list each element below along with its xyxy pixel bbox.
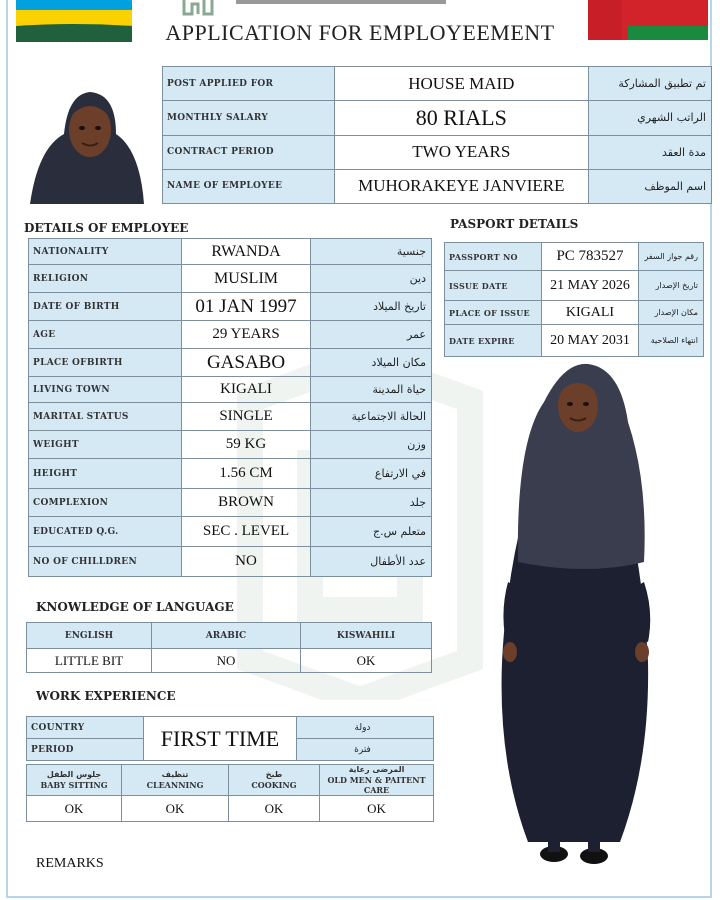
issue-date-label: ISSUE DATE: [445, 271, 542, 301]
detail-label: EDUCATED Q.G.: [29, 517, 182, 547]
skill-label: CLEANNING: [146, 780, 204, 790]
detail-arabic: جنسية: [311, 239, 432, 265]
arabic-header: ARABIC: [152, 623, 301, 649]
passport-no-arabic: رقم جواز السفر: [639, 243, 704, 271]
place-of-issue-value: KIGALI: [542, 301, 639, 325]
detail-label: HEIGHT: [29, 459, 182, 489]
detail-value: BROWN: [182, 489, 311, 517]
arabic-value: NO: [152, 649, 301, 673]
detail-arabic: دين: [311, 265, 432, 293]
detail-value: 29 YEARS: [182, 321, 311, 349]
monthly-salary-arabic: الراتب الشهري: [588, 101, 711, 135]
detail-value: 01 JAN 1997: [182, 293, 311, 321]
skill-arabic: طبخ: [265, 770, 283, 779]
skill-label: BABY SITTING: [40, 780, 108, 790]
detail-label: NO OF CHILLDREN: [29, 547, 182, 577]
skill-cooking-header: [229, 765, 320, 796]
detail-label: WEIGHT: [29, 431, 182, 459]
work-experience-table: [26, 716, 434, 761]
country-label: COUNTRY: [27, 717, 144, 739]
employee-name-label: NAME OF EMPLOYEE: [163, 169, 335, 203]
detail-label: RELIGION: [29, 265, 182, 293]
kiswahili-header: KISWAHILI: [301, 623, 432, 649]
skill-value: OK: [27, 796, 122, 822]
detail-arabic: حياة المدينة: [311, 377, 432, 403]
contract-period-arabic: مدة العقد: [588, 135, 711, 169]
post-applied-label: POST APPLIED FOR: [163, 67, 335, 101]
monthly-salary-value: 80 RIALS: [334, 101, 588, 135]
logo-mark-icon: [182, 0, 226, 16]
detail-value: MUSLIM: [182, 265, 311, 293]
place-of-issue-arabic: مكان الإصدار: [639, 301, 704, 325]
contract-period-value: TWO YEARS: [334, 135, 588, 169]
monthly-salary-label: MONTHLY SALARY: [163, 101, 335, 135]
kiswahili-value: OK: [301, 649, 432, 673]
skill-value: OK: [320, 796, 434, 822]
detail-label: LIVING TOWN: [29, 377, 182, 403]
skills-table: [26, 764, 434, 822]
skill-arabic: المرضى رعاية: [348, 765, 405, 774]
detail-arabic: وزن: [311, 431, 432, 459]
skill-baby-sitting-header: [27, 765, 122, 796]
details-header: DETAILS OF EMPLOYEE: [24, 221, 189, 235]
work-experience-value: FIRST TIME: [144, 717, 297, 761]
skill-value: OK: [229, 796, 320, 822]
period-label: PERIOD: [27, 739, 144, 761]
country-arabic: دولة: [297, 717, 434, 739]
english-header: ENGLISH: [27, 623, 152, 649]
passport-details-table: [444, 242, 704, 357]
employee-name-value: MUHORAKEYE JANVIERE: [334, 169, 588, 203]
detail-arabic: عمر: [311, 321, 432, 349]
detail-arabic: تاريخ الميلاد: [311, 293, 432, 321]
detail-label: AGE: [29, 321, 182, 349]
work-header: WORK EXPERIENCE: [36, 689, 176, 703]
skill-arabic: تنظيف: [161, 770, 189, 779]
issue-date-arabic: تاريخ الإصدار: [639, 271, 704, 301]
language-table: [26, 622, 432, 673]
detail-value: GASABO: [182, 349, 311, 377]
skill-care-header: [320, 765, 434, 796]
period-arabic: فترة: [297, 739, 434, 761]
detail-value: SINGLE: [182, 403, 311, 431]
detail-arabic: الحالة الاجتماعية: [311, 403, 432, 431]
skill-value: OK: [122, 796, 229, 822]
employee-name-arabic: اسم الموظف: [588, 169, 711, 203]
post-applied-value: HOUSE MAID: [334, 67, 588, 101]
detail-arabic: مكان الميلاد: [311, 349, 432, 377]
detail-value: 1.56 CM: [182, 459, 311, 489]
passport-no-value: PC 783527: [542, 243, 639, 271]
passport-no-label: PASSPORT NO: [445, 243, 542, 271]
post-applied-arabic: تم تطبيق المشاركة: [588, 67, 711, 101]
detail-arabic: جلد: [311, 489, 432, 517]
skill-label: COOKING: [251, 780, 297, 790]
detail-label: NATIONALITY: [29, 239, 182, 265]
skill-label: OLD MEN & PAITENT CARE: [327, 775, 426, 795]
issue-date-value: 21 MAY 2026: [542, 271, 639, 301]
detail-value: 59 KG: [182, 431, 311, 459]
employee-details-table: [28, 238, 432, 577]
detail-arabic: عدد الأطفال: [311, 547, 432, 577]
remarks-label: REMARKS: [36, 856, 104, 871]
detail-value: KIGALI: [182, 377, 311, 403]
detail-value: RWANDA: [182, 239, 311, 265]
detail-label: MARITAL STATUS: [29, 403, 182, 431]
position-info-table: [162, 66, 712, 204]
skill-cleaning-header: [122, 765, 229, 796]
place-of-issue-label: PLACE OF ISSUE: [445, 301, 542, 325]
document-title: APPLICATION FOR EMPLOYEEMENT: [165, 20, 555, 45]
date-expire-value: 20 MAY 2031: [542, 325, 639, 357]
detail-value: SEC . LEVEL: [182, 517, 311, 547]
detail-label: PLACE OFBIRTH: [29, 349, 182, 377]
detail-label: COMPLEXION: [29, 489, 182, 517]
detail-label: DATE OF BIRTH: [29, 293, 182, 321]
detail-arabic: في الارتفاع: [311, 459, 432, 489]
date-expire-arabic: انتهاء الصلاحية: [639, 325, 704, 357]
english-value: LITTLE BIT: [27, 649, 152, 673]
applicant-portrait-photo: [24, 88, 148, 204]
contract-period-label: CONTRACT PERIOD: [163, 135, 335, 169]
date-expire-label: DATE EXPIRE: [445, 325, 542, 357]
passport-header: PASPORT DETAILS: [450, 217, 579, 231]
language-header: KNOWLEDGE OF LANGUAGE: [36, 600, 234, 614]
header-rule: [236, 0, 446, 4]
detail-arabic: متعلم س.ج: [311, 517, 432, 547]
applicant-full-length-photo: [488, 362, 664, 886]
skill-arabic: جلوس الطفل: [46, 770, 102, 779]
detail-value: NO: [182, 547, 311, 577]
